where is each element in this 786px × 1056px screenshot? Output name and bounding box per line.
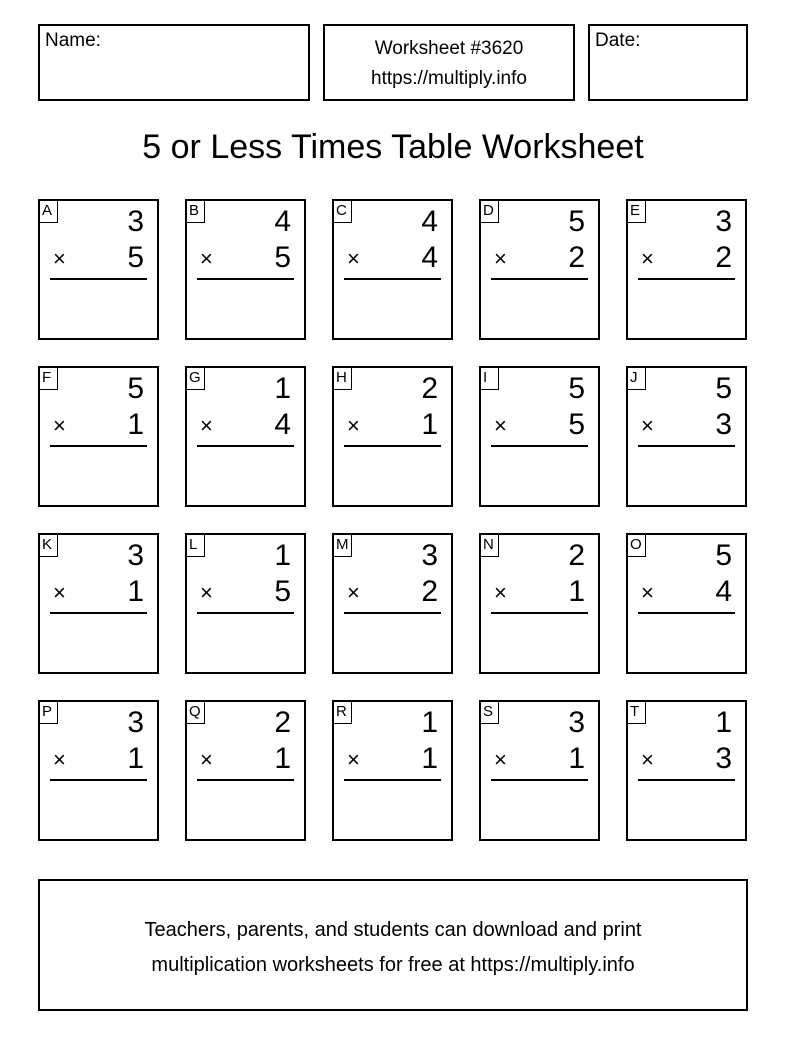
problem-card[interactable] [38, 366, 159, 507]
problem-letter: C [332, 199, 352, 223]
problem-letter: A [38, 199, 58, 223]
answer-line [50, 612, 147, 614]
answer-line [491, 779, 588, 781]
multiplicand: 3 [127, 205, 144, 238]
problem-card[interactable] [185, 533, 306, 674]
multiplicand: 4 [421, 205, 438, 238]
multiplicand: 3 [715, 205, 732, 238]
multiply-sign: × [347, 580, 360, 605]
multiply-sign: × [347, 747, 360, 772]
problem-card[interactable] [38, 533, 159, 674]
multiply-sign: × [641, 580, 654, 605]
worksheet-info-box [323, 24, 575, 101]
multiply-sign: × [494, 246, 507, 271]
problem-card[interactable] [626, 366, 747, 507]
footer-line-2: multiplication worksheets for free at https://multiply.info [151, 954, 635, 976]
multiply-sign: × [641, 413, 654, 438]
answer-line [638, 779, 735, 781]
footer-text [40, 913, 746, 983]
answer-line [197, 779, 294, 781]
answer-line [197, 278, 294, 280]
answer-line [344, 612, 441, 614]
problem-letter: B [185, 199, 205, 223]
answer-line [344, 779, 441, 781]
multiplier: 1 [127, 742, 144, 775]
multiplier: 3 [715, 408, 732, 441]
problem-card[interactable] [479, 533, 600, 674]
multiplicand: 3 [421, 539, 438, 572]
worksheet-url: https://multiply.info [371, 68, 527, 89]
problem-letter: P [38, 700, 58, 724]
answer-line [50, 779, 147, 781]
multiply-sign: × [494, 580, 507, 605]
multiply-sign: × [494, 747, 507, 772]
multiplicand: 1 [715, 706, 732, 739]
problem-card[interactable] [332, 366, 453, 507]
multiply-sign: × [347, 246, 360, 271]
multiply-sign: × [200, 747, 213, 772]
multiplicand: 5 [568, 372, 585, 405]
multiplier: 4 [715, 575, 732, 608]
worksheet-number: Worksheet #3620 [374, 38, 524, 59]
answer-line [197, 612, 294, 614]
answer-line [638, 445, 735, 447]
multiplier: 5 [568, 408, 585, 441]
multiply-sign: × [641, 747, 654, 772]
multiplicand: 2 [421, 372, 438, 405]
name-label: Name: [45, 30, 101, 51]
multiplier: 1 [274, 742, 291, 775]
multiplier: 2 [568, 241, 585, 274]
date-field-box[interactable] [588, 24, 748, 101]
problem-card[interactable] [185, 700, 306, 841]
problem-card[interactable] [479, 700, 600, 841]
date-label: Date: [595, 30, 641, 51]
multiply-sign: × [53, 246, 66, 271]
multiplicand: 3 [127, 539, 144, 572]
problem-letter: L [185, 533, 205, 557]
multiplier: 5 [274, 575, 291, 608]
multiplier: 2 [421, 575, 438, 608]
multiplier: 1 [421, 408, 438, 441]
multiplier: 4 [274, 408, 291, 441]
footer-box [38, 879, 748, 1011]
multiplier: 1 [568, 742, 585, 775]
multiplicand: 4 [274, 205, 291, 238]
problem-card[interactable] [185, 199, 306, 340]
page-title: 5 or Less Times Table Worksheet [142, 128, 644, 166]
multiplicand: 2 [568, 539, 585, 572]
answer-line [491, 612, 588, 614]
multiplicand: 5 [715, 372, 732, 405]
multiplier: 1 [421, 742, 438, 775]
multiplicand: 5 [127, 372, 144, 405]
problem-card[interactable] [38, 700, 159, 841]
problem-letter: O [626, 533, 646, 557]
problem-card[interactable] [332, 533, 453, 674]
problem-card[interactable] [479, 366, 600, 507]
problem-letter: E [626, 199, 646, 223]
problem-letter: D [479, 199, 499, 223]
problem-letter: I [479, 366, 499, 390]
answer-line [491, 278, 588, 280]
multiplicand: 1 [274, 539, 291, 572]
multiplier: 2 [715, 241, 732, 274]
multiplier: 4 [421, 241, 438, 274]
footer-line-1: Teachers, parents, and students can download and print [144, 919, 642, 941]
multiplier: 1 [127, 408, 144, 441]
answer-line [50, 445, 147, 447]
multiply-sign: × [641, 246, 654, 271]
multiplier: 3 [715, 742, 732, 775]
problem-card[interactable] [626, 700, 747, 841]
multiplicand: 5 [568, 205, 585, 238]
multiply-sign: × [347, 413, 360, 438]
multiply-sign: × [200, 413, 213, 438]
multiply-sign: × [200, 246, 213, 271]
problem-letter: N [479, 533, 499, 557]
problem-card[interactable] [626, 199, 747, 340]
multiplicand: 1 [421, 706, 438, 739]
multiplier: 1 [127, 575, 144, 608]
multiplier: 1 [568, 575, 585, 608]
problem-card[interactable] [332, 700, 453, 841]
multiply-sign: × [200, 580, 213, 605]
problem-card[interactable] [38, 199, 159, 340]
multiply-sign: × [53, 413, 66, 438]
name-field-box[interactable] [38, 24, 310, 101]
problem-letter: M [332, 533, 352, 557]
multiplicand: 2 [274, 706, 291, 739]
answer-line [638, 278, 735, 280]
problem-letter: F [38, 366, 58, 390]
answer-line [491, 445, 588, 447]
problem-letter: K [38, 533, 58, 557]
multiplicand: 1 [274, 372, 291, 405]
problem-card[interactable] [626, 533, 747, 674]
answer-line [344, 445, 441, 447]
multiplicand: 3 [568, 706, 585, 739]
problem-letter: Q [185, 700, 205, 724]
problem-card[interactable] [479, 199, 600, 340]
problem-card[interactable] [185, 366, 306, 507]
answer-line [638, 612, 735, 614]
problem-letter: G [185, 366, 205, 390]
multiplier: 5 [127, 241, 144, 274]
answer-line [197, 445, 294, 447]
answer-line [344, 278, 441, 280]
problem-letter: R [332, 700, 352, 724]
multiplicand: 5 [715, 539, 732, 572]
multiplier: 5 [274, 241, 291, 274]
problem-letter: T [626, 700, 646, 724]
problem-card[interactable] [332, 199, 453, 340]
answer-line [50, 278, 147, 280]
problem-letter: J [626, 366, 646, 390]
multiply-sign: × [53, 747, 66, 772]
multiplicand: 3 [127, 706, 144, 739]
multiply-sign: × [494, 413, 507, 438]
problem-letter: H [332, 366, 352, 390]
multiply-sign: × [53, 580, 66, 605]
problem-letter: S [479, 700, 499, 724]
